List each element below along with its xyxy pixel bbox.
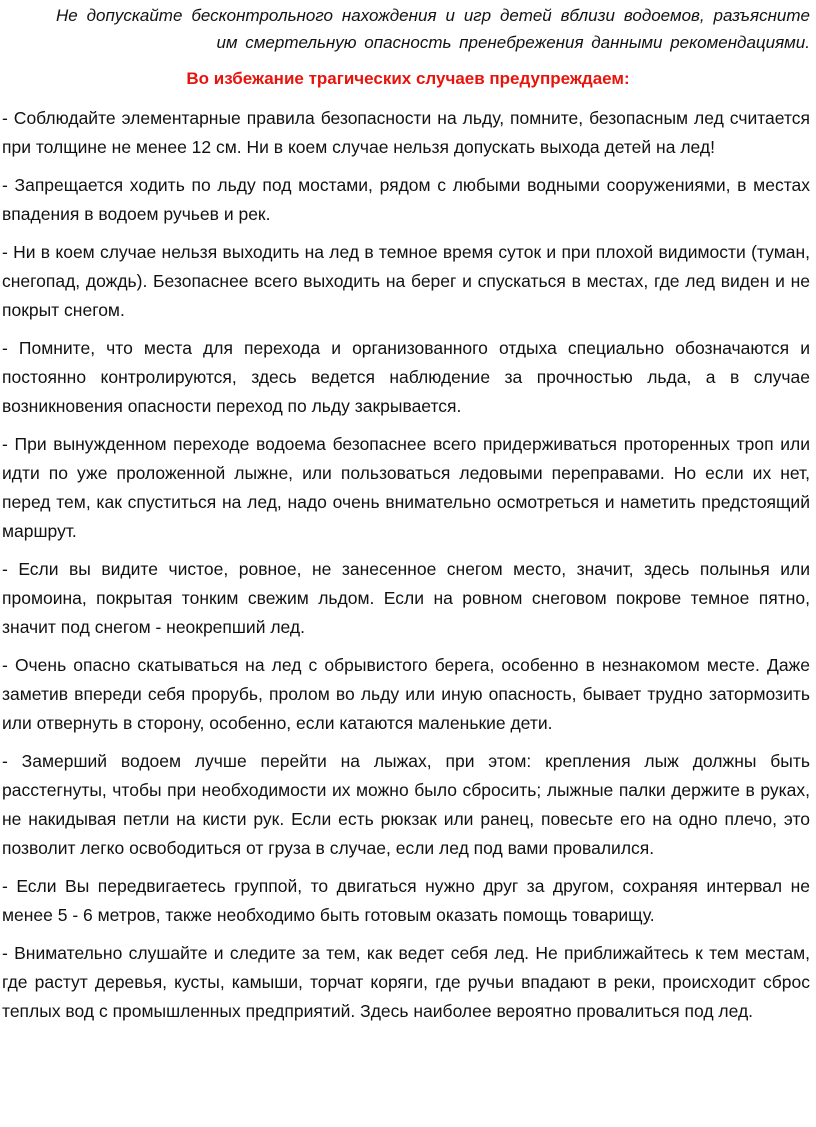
rule-paragraph: - Помните, что места для перехода и организованного отдыха специально обозначаются и постоянно контролируются, здесь ведется наблюдение за прочностью льда, а в случае возникновения опасности переход по льду закрывается. bbox=[2, 338, 810, 416]
intro-text: Не допускайте бесконтрольного нахождения и игр детей вблизи водоемов, разъясните им смертельную опасность пренебрежения данными рекомендациями. bbox=[56, 6, 810, 52]
rule-paragraph: - Замерший водоем лучше перейти на лыжах, при этом: крепления лыж должны быть расстегнуты, чтобы при необходимости их можно было сбросить; лыжные палки держите в руках, не накидывая петли на кисти рук. Если есть рюкзак или ранец, повесьте его на одно плечо, это позволит легко освободиться от груза в случае, если лед под вами провалился. bbox=[2, 751, 810, 858]
rule-paragraph: - При вынужденном переходе водоема безопаснее всего придерживаться проторенных троп или идти по уже проложенной лыжне, или пользоваться ледовыми переправами. Но если их нет, перед тем, как спуститься на лед, надо очень внимательно осмотреться и наметить предстоящий маршрут. bbox=[2, 434, 810, 541]
rules-list bbox=[2, 104, 814, 1026]
rule-paragraph: - Очень опасно скатываться на лед с обрывистого берега, особенно в незнакомом месте. Даже заметив впереди себя прорубь, пролом во льду или иную опасность, бывает трудно затормозить или отвернуть в сторону, особенно, если катаются маленькие дети. bbox=[2, 655, 810, 733]
rule-paragraph: - Внимательно слушайте и следите за тем, как ведет себя лед. Не приближайтесь к тем местам, где растут деревья, кусты, камыши, торчат коряги, где ручьи впадают в реки, происходит сброс теплых вод с промышленных предприятий. Здесь наиболее вероятно провалиться под лед. bbox=[2, 943, 810, 1021]
rule-paragraph: - Если вы видите чистое, ровное, не занесенное снегом место, значит, здесь полынья или промоина, покрытая тонким свежим льдом. Если на ровном снеговом покрове темное пятно, значит под снегом - неокрепший лед. bbox=[2, 559, 810, 637]
rule-paragraph: - Соблюдайте элементарные правила безопасности на льду, помните, безопасным лед считается при толщине не менее 12 см. Ни в коем случае нельзя допускать выхода детей на лед! bbox=[2, 108, 810, 157]
warning-heading: Во избежание трагических случаев предупреждаем: bbox=[186, 69, 630, 88]
rule-paragraph: - Ни в коем случае нельзя выходить на лед в темное время суток и при плохой видимости (туман, снегопад, дождь). Безопаснее всего выходить на берег и спускаться в местах, где лед виден и не покрыт снегом. bbox=[2, 242, 810, 320]
rule-paragraph: - Если Вы передвигаетесь группой, то двигаться нужно друг за другом, сохраняя интервал не менее 5 - 6 метров, также необходимо быть готовым оказать помощь товарищу. bbox=[2, 876, 810, 925]
rule-paragraph: - Запрещается ходить по льду под мостами, рядом с любыми водными сооружениями, в местах впадения в водоем ручьев и рек. bbox=[2, 175, 810, 224]
